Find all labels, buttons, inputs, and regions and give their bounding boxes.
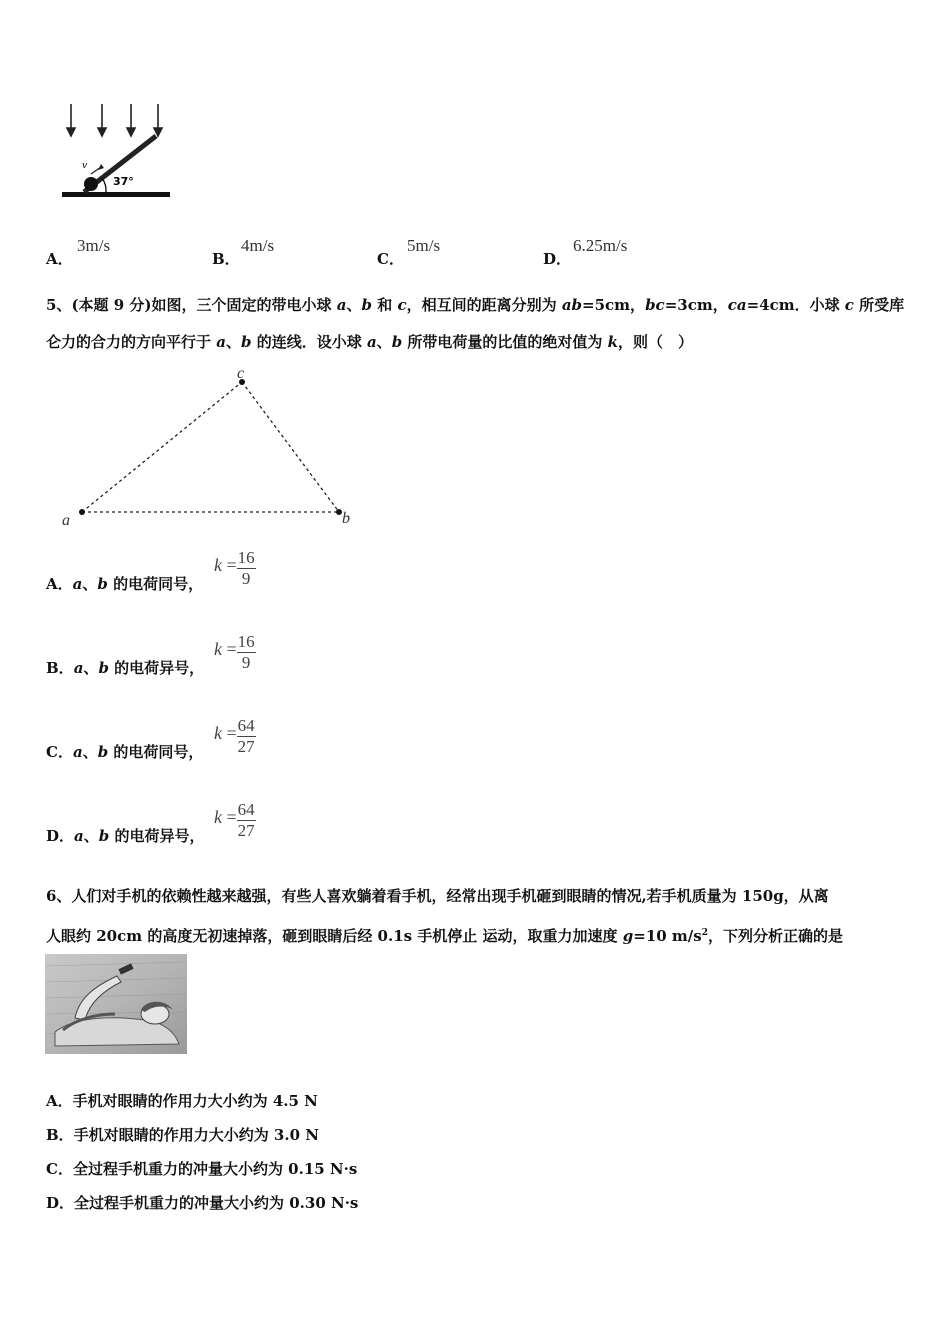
option-letter: B．: [212, 250, 240, 268]
q5-option-a[interactable]: [46, 548, 346, 596]
q4-option-a[interactable]: [46, 236, 166, 268]
q5-option-b[interactable]: [46, 632, 346, 680]
q6-option-d[interactable]: D．全过程手机重力的冲量大小约为 0.30 N·s: [46, 1194, 359, 1212]
q6-stem-line1: 6、人们对手机的依赖性越来越强，有些人喜欢躺着看手机，经常出现手机砸到眼睛的情况,若手机质量为 150g，从离: [46, 887, 829, 905]
q5-triangle-figure: [55, 362, 365, 532]
option-label: B．a、b 的电荷异号，: [46, 659, 205, 677]
vertex-label-b: b: [342, 510, 350, 527]
option-value: 6.25m/s: [573, 236, 628, 255]
q5-option-d[interactable]: [46, 800, 346, 848]
q4-option-b[interactable]: [212, 236, 332, 268]
q6-option-a[interactable]: A．手机对眼睛的作用力大小约为 4.5 N: [46, 1092, 318, 1110]
option-formula: k = $\frac{64}{27}$: [214, 800, 255, 840]
option-formula: k = $\frac{16}{9}$: [214, 548, 255, 588]
option-letter: D．: [543, 250, 572, 268]
option-value: 5m/s: [407, 236, 441, 255]
q4-option-d[interactable]: [543, 236, 683, 268]
q5-stem-line2: 仑力的合力的方向平行于 a、b 的连线．设小球 a、b 所带电荷量的比值的绝对值为 k，则（ ）: [46, 333, 694, 351]
option-letter: A．: [46, 250, 73, 268]
vertex-label-a: a: [62, 512, 70, 529]
q4-v-label: v: [82, 161, 88, 171]
option-label: C．a、b 的电荷同号，: [46, 743, 204, 761]
option-formula: k = $\frac{16}{9}$: [214, 632, 255, 672]
option-value: 3m/s: [77, 236, 111, 255]
q4-option-c[interactable]: [377, 236, 497, 268]
option-letter: C．: [377, 250, 404, 268]
q6-photo-person-lying-with-phone: [45, 954, 187, 1054]
option-formula: k = $\frac{64}{27}$: [214, 716, 255, 756]
q6-option-c[interactable]: C．全过程手机重力的冲量大小约为 0.15 N·s: [46, 1160, 358, 1178]
q4-angle-label: 37°: [113, 175, 134, 188]
q5-stem-line1: 5、(本题 9 分)如图，三个固定的带电小球 a、b 和 c，相互间的距离分别为 ab=5cm，bc=3cm，ca=4cm．小球 c 所受库: [46, 296, 905, 314]
option-label: A．a、b 的电荷同号，: [46, 575, 204, 593]
q6-stem-line2: 人眼约 20cm 的高度无初速掉落，砸到眼睛后经 0.1s 手机停止 运动，取重力加速度 g=10 $m/s^2$，下列分析正确的是: [46, 927, 844, 945]
q4-figure: [58, 100, 183, 205]
vertex-label-c: c: [237, 365, 245, 382]
q5-option-c[interactable]: [46, 716, 346, 764]
q6-option-b[interactable]: B．手机对眼睛的作用力大小约为 3.0 N: [46, 1126, 319, 1144]
option-value: 4m/s: [241, 236, 275, 255]
option-label: D．a、b 的电荷异号，: [46, 827, 205, 845]
